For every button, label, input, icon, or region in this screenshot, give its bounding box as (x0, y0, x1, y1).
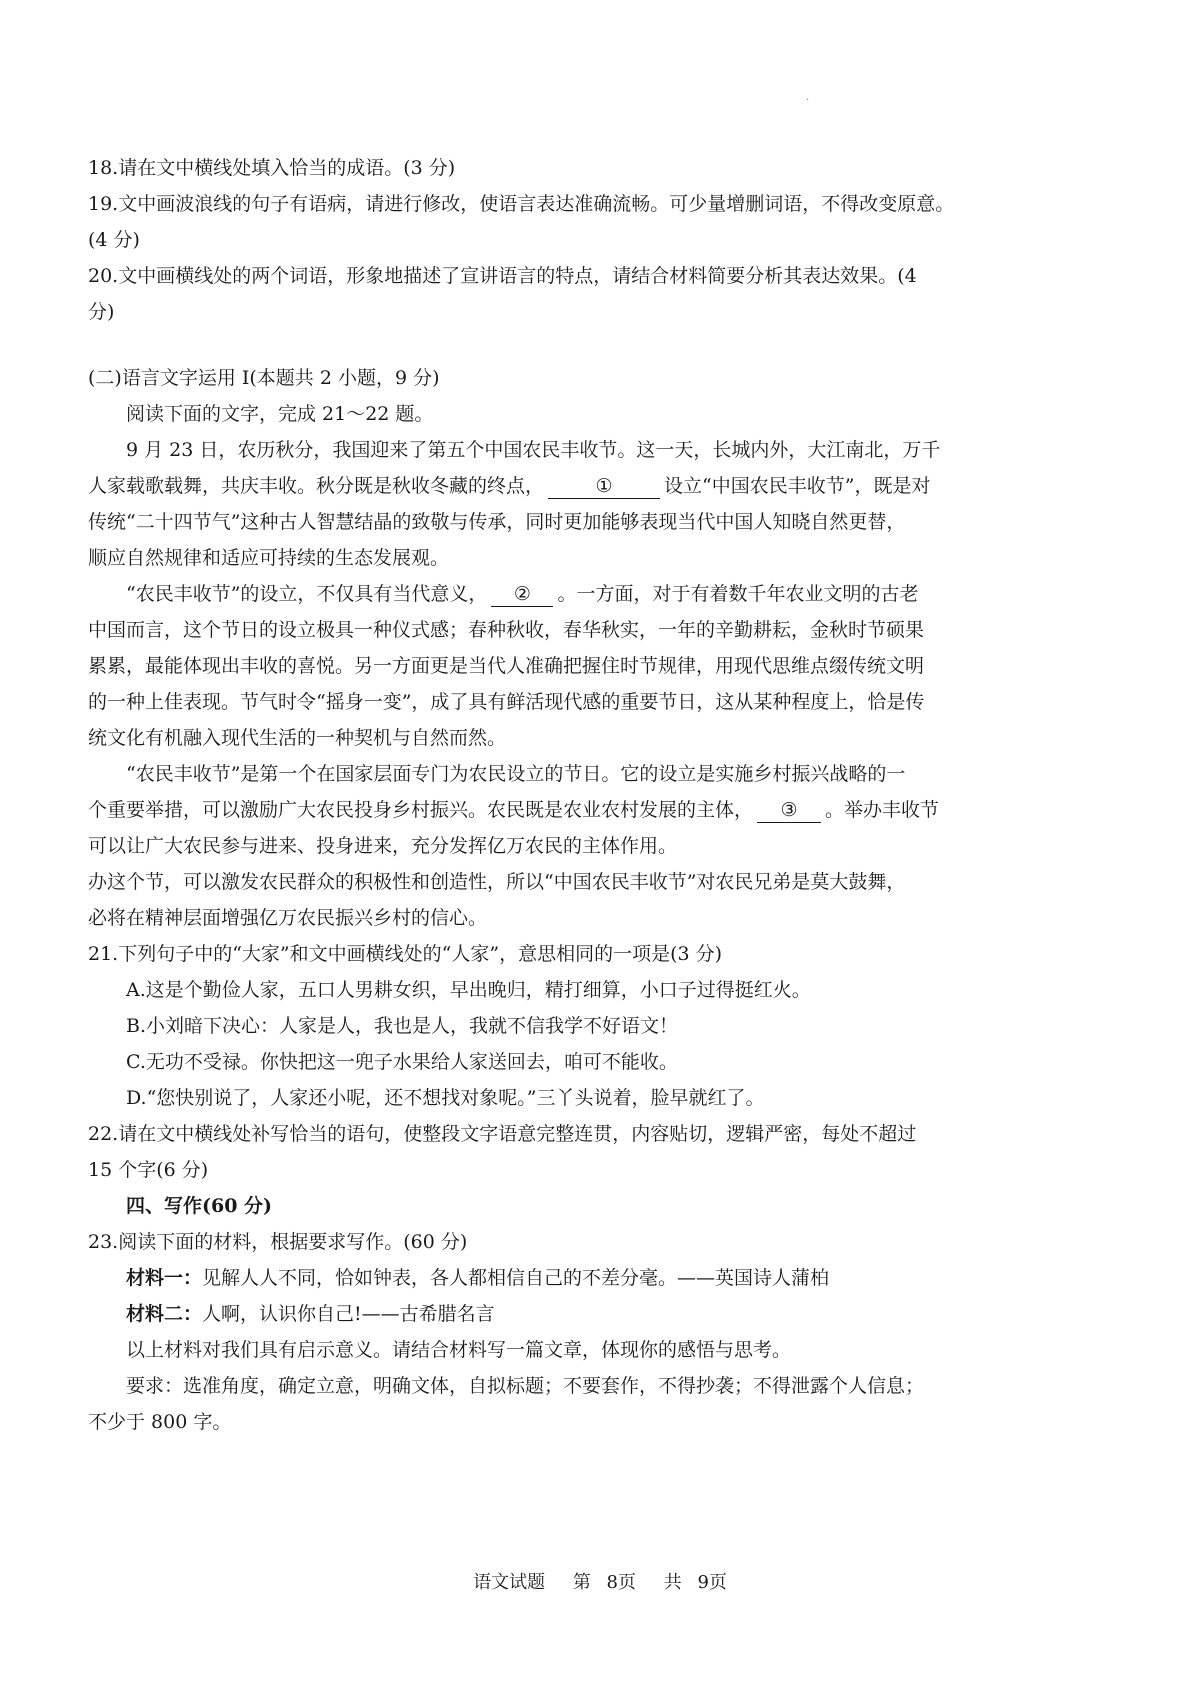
passage-p1-line2 (88, 468, 1098, 504)
passage-text: 个重要举措，可以激励广大农民投身乡村振兴。农民既是农业农村发展的主体， (88, 799, 754, 821)
question-21-stem: 21.下列句子中的“大家”和文中画横线处的“人家”，意思相同的一项是(3 分) (88, 943, 723, 965)
footer-subject: 语文试题 (473, 1572, 546, 1593)
section-4-title: 四、写作(60 分) (126, 1195, 273, 1217)
passage-text: 人家载歌载舞，共庆丰收。秋分既是秋收冬藏的终点， (88, 475, 545, 497)
passage-text: “农民丰收节”的设立，不仅具有当代意义， (126, 583, 488, 605)
passage-p4-line1: 办这个节，可以激发农民群众的积极性和创造性，所以“中国农民丰收节”对农民兄弟是莫大鼓舞， (88, 871, 906, 893)
question-19-line1: 19.文中画波浪线的句子有语病，请进行修改，使语言表达准确流畅。可少量增删词语，不得改变原意。 (88, 193, 955, 215)
question-19-line2: (4 分) (88, 229, 140, 251)
material-2 (88, 1296, 1098, 1332)
writing-prompt: 以上材料对我们具有启示意义。请结合材料写一篇文章，体现你的感悟与思考。 (126, 1339, 792, 1361)
question-21-option-a: A.这是个勤俭人家，五口人男耕女织，早出晚归，精打细算，小口子过得挺红火。 (126, 979, 811, 1001)
question-22-line2: 15 个字(6 分) (88, 1159, 209, 1181)
passage-p1-line1: 9 月 23 日，农历秋分，我国迎来了第五个中国农民丰收节。这一天，长城内外，大江南北，万千 (126, 439, 941, 461)
question-21-option-d: D.“您快别说了，人家还小呢，还不想找对象呢。”三丫头说着，脸早就红了。 (126, 1087, 765, 1109)
question-20-line1: 20.文中画横线处的两个词语，形象地描述了宣讲语言的特点，请结合材料简要分析其表达效果。(4 (88, 265, 917, 287)
question-23-stem: 23.阅读下面的材料，根据要求写作。(60 分) (88, 1231, 468, 1253)
passage-text: 。举办丰收节 (825, 799, 940, 821)
material-2-label: 材料二： (126, 1303, 203, 1325)
material-1 (88, 1260, 1098, 1296)
question-21-option-c: C.无功不受禄。你快把这一兜子水果给人家送回去，咱可不能收。 (126, 1051, 678, 1073)
material-1-label: 材料一： (126, 1267, 203, 1289)
question-20-line2: 分) (88, 301, 115, 323)
passage-p2-line3: 累累，最能体现出丰收的喜悦。另一方面更是当代人准确把握住时节规律，用现代思维点缀传统文明 (88, 655, 925, 677)
footer-page-number: 第 8页 (572, 1572, 636, 1593)
section-2-title: (二)语言文字运用 I(本题共 2 小题，9 分) (88, 367, 440, 389)
page-footer (0, 1568, 1200, 1594)
passage-p2-line5: 统文化有机融入现代生活的一种契机与自然而然。 (88, 727, 507, 749)
blank-2: ② (491, 582, 553, 607)
material-2-text: 人啊，认识你自己!——古希腊名言 (202, 1303, 495, 1325)
material-1-text: 见解人人不同，恰如钟表，各人都相信自己的不差分毫。——英国诗人蒲柏 (202, 1267, 830, 1289)
reading-instruction: 阅读下面的文字，完成 21～22 题。 (126, 403, 434, 425)
passage-p1-line4: 顺应自然规律和适应可持续的生态发展观。 (88, 547, 450, 569)
exam-page (88, 150, 1098, 1440)
passage-text: 设立“中国农民丰收节”，既是对 (664, 475, 931, 497)
question-21-option-b: B.小刘暗下决心：人家是人，我也是人，我就不信我学不好语文！ (126, 1015, 679, 1037)
passage-p3-line1: “农民丰收节”是第一个在国家层面专门为农民设立的节日。它的设立是实施乡村振兴战略的一 (126, 763, 906, 785)
passage-p2-line2: 中国而言，这个节日的设立极具一种仪式感；春种秋收，春华秋实，一年的辛勤耕耘，金秋时节硕果 (88, 619, 925, 641)
passage-p3-line3: 可以让广大农民参与进来、投身进来，充分发挥亿万农民的主体作用。 (88, 835, 678, 857)
passage-p2-line4: 的一种上佳表现。节气时令“摇身一变”，成了具有鲜活现代感的重要节日，这从某种程度上，恰是传 (88, 691, 925, 713)
blank-1: ① (548, 474, 660, 499)
question-18: 18.请在文中横线处填入恰当的成语。(3 分) (88, 157, 456, 179)
passage-p4-line2: 必将在精神层面增强亿万农民振兴乡村的信心。 (88, 907, 488, 929)
passage-text: 。一方面，对于有着数千年农业文明的古老 (557, 583, 919, 605)
writing-requirements-line2: 不少于 800 字。 (88, 1411, 232, 1433)
passage-p2-line1 (88, 576, 1098, 612)
scan-dot: . (806, 92, 810, 103)
question-22-line1: 22.请在文中横线处补写恰当的语句，使整段文字语意完整连贯，内容贴切，逻辑严密，每处不超过 (88, 1123, 917, 1145)
writing-requirements-line1: 要求：选准角度，确定立意，明确文体，自拟标题；不要套作，不得抄袭；不得泄露个人信息； (126, 1375, 925, 1397)
passage-p1-line3: 传统“二十四节气”这种古人智慧结晶的致敬与传承，同时更加能够表现当代中国人知晓自然更替， (88, 511, 906, 533)
passage-p3-line2 (88, 792, 1098, 828)
blank-3: ③ (757, 798, 821, 823)
footer-total-pages: 共 9页 (663, 1572, 727, 1593)
